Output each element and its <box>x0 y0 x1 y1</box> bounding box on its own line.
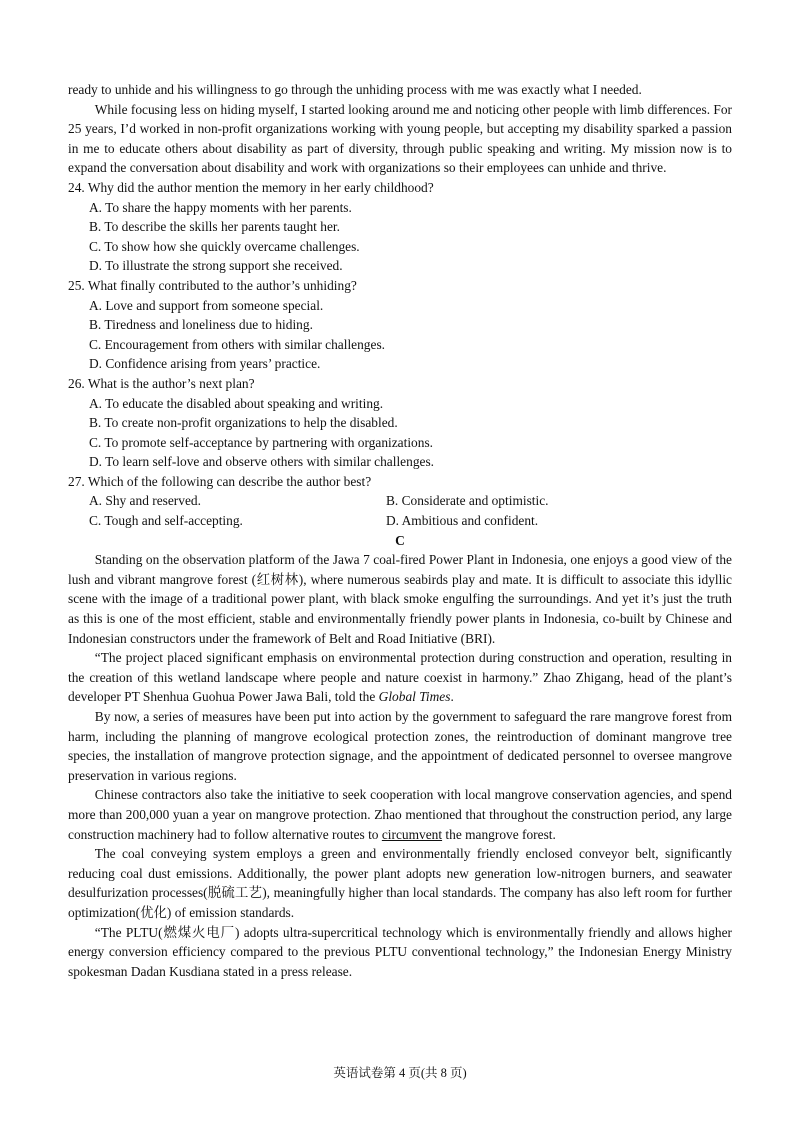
option-a: A. To share the happy moments with her parents. <box>89 199 352 215</box>
option-a: A. Love and support from someone special. <box>89 297 324 313</box>
option-c: C. To promote self-acceptance by partnering with organizations. <box>89 434 434 450</box>
passage-c-paragraph-6: “The PLTU(燃煤火电厂) adopts ultra-supercritical technology which is environmentally friendly and allows higher energy conversion efficiency compared to the previous PLTU conventional technology,” the Indonesian Energy Ministry spokesman Dadan Kusdiana stated in a press release. <box>68 924 732 979</box>
option-c: C. To show how she quickly overcame challenges. <box>89 238 360 254</box>
question-24 <box>68 178 732 276</box>
question-stem: 26. What is the author’s next plan? <box>68 375 255 391</box>
newspaper-title: Global Times <box>378 689 451 705</box>
option-b: B. To create non-profit organizations to help the disabled. <box>89 415 398 431</box>
option-b: B. Tiredness and loneliness due to hiding. <box>89 317 313 333</box>
option-d: D. Ambitious and confident. <box>386 513 539 529</box>
paragraph-text: “The project placed significant emphasis on environmental protection during construction and operation, resulting in the creation of this wetland landscape where people and nature coexist in harmony.” Zhao Zhigang, head of the plant’s developer PT Shenhua Guohua Power Jawa Bali, told the <box>68 650 732 705</box>
question-27 <box>68 472 732 531</box>
paragraph-text: . <box>450 689 454 705</box>
question-stem: 27. Which of the following can describe the author best? <box>68 473 372 489</box>
section-label: C <box>395 532 405 548</box>
passage-b-closing-line: ready to unhide and his willingness to go through the unhiding process with me was exactly what I needed. <box>68 82 642 97</box>
option-c: C. Tough and self-accepting. <box>89 513 243 529</box>
option-b: B. To describe the skills her parents taught her. <box>89 219 340 235</box>
passage-c-paragraph-2 <box>68 648 732 707</box>
options-grid <box>89 491 732 530</box>
passage-b-paragraph: While focusing less on hiding myself, I started looking around me and noticing other people with limb differences. For 25 years, I’d worked in non-profit organizations working with young people, but accepting my disability sparked a passion in me to educate others about disability as part of diversity, through public speaking and writing. My mission now is to expand the conversation about disability and work with organizations so their employees can unhide and thrive. <box>68 101 732 176</box>
option-d: D. Confidence arising from years’ practice. <box>89 356 321 372</box>
option-d: D. To learn self-love and observe others with similar challenges. <box>89 454 435 470</box>
passage-c-paragraph-5: The coal conveying system employs a green and environmentally friendly enclosed conveyor belt, significantly reducing coal dust emissions. Additionally, the power plant adopts new generation low-nitrogen burners, and seawater desulfurization processes(脱硫工艺), meaningfully higher than local standards. The company has also left room for further optimization(优化) of emission standards. <box>68 846 732 920</box>
question-stem: 25. What finally contributed to the author’s unhiding? <box>68 277 357 293</box>
question-stem: 24. Why did the author mention the memory in her early childhood? <box>68 179 434 195</box>
underlined-word: circumvent <box>381 826 443 842</box>
option-a: A. To educate the disabled about speaking and writing. <box>89 395 384 411</box>
question-26 <box>68 374 732 472</box>
paragraph-text: Chinese contractors also take the initiative to seek cooperation with local mangrove conservation agencies, and spend more than 200,000 yuan a year on mangrove protection. Zhao mentioned that throughout the construction period, any large construction machinery had to follow alternative routes to <box>68 787 732 842</box>
option-d: D. To illustrate the strong support she received. <box>89 258 343 274</box>
page-footer: 英语试卷第 4 页(共 8 页) <box>333 1066 467 1080</box>
passage-c-paragraph-1: Standing on the observation platform of the Jawa 7 coal-fired Power Plant in Indonesia, one enjoys a good view of the lush and vibrant mangrove forest (红树林), where numerous seabirds play and mate. It is difficult to associate this idyllic scene with the image of a traditional power plant, with black smoke engulfing the surroundings. And yet it’s just the truth as this is one of the most efficient, stable and environmentally friendly power plants in Indonesia, co-built by Chinese and Indonesian constructors under the framework of Belt and Road Initiative (BRI). <box>68 552 732 646</box>
exam-page <box>68 80 732 981</box>
passage-c-paragraph-4 <box>68 785 732 844</box>
question-25 <box>68 276 732 374</box>
option-b: B. Considerate and optimistic. <box>386 493 549 509</box>
paragraph-text: the mangrove forest. <box>442 826 556 842</box>
option-a: A. Shy and reserved. <box>89 493 201 509</box>
option-c: C. Encouragement from others with similar challenges. <box>89 336 385 352</box>
passage-c-paragraph-3: By now, a series of measures have been put into action by the government to safeguard the rare mangrove forest from harm, including the planning of mangrove ecological protection zones, the reintroduction of dominant mangrove tree species, the installation of mangrove protection signage, and the appointment of dedicated personnel to oversee mangrove preservation in various regions. <box>68 709 732 783</box>
